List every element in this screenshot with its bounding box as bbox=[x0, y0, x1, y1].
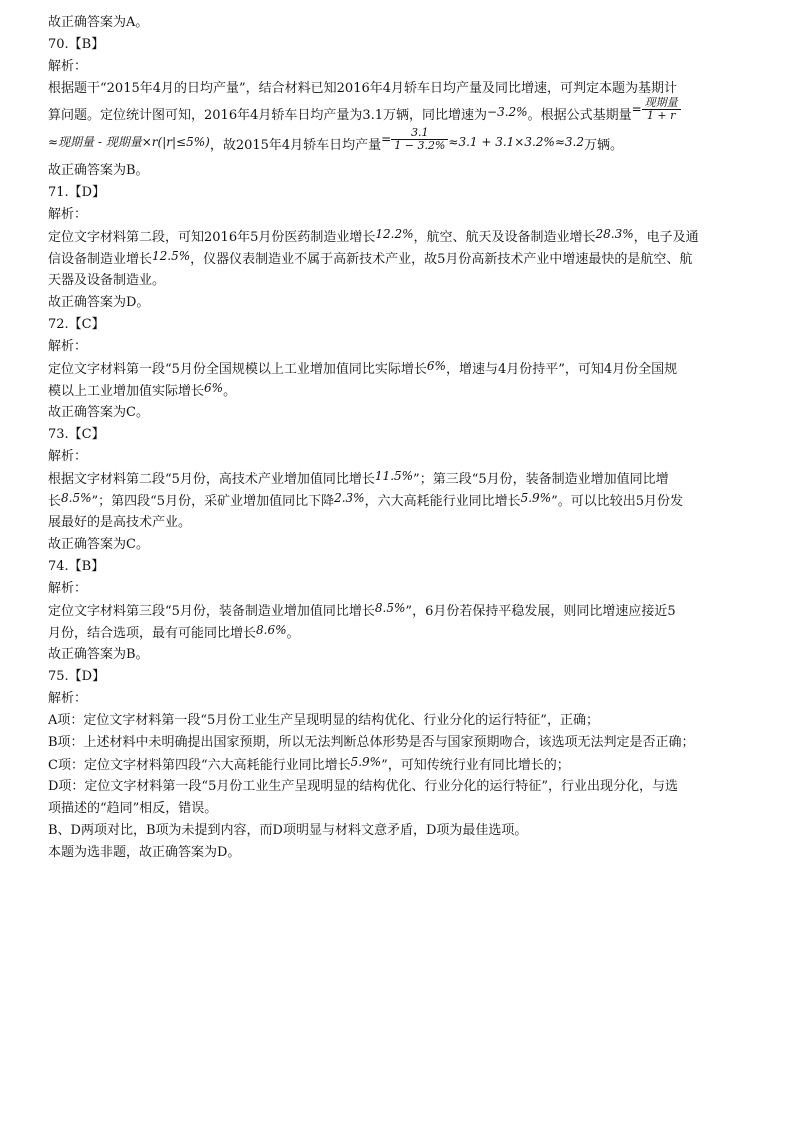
text-run: ，仪器仪表制造业不属于高新技术产业，故5月份高新技术产业中增速最快的是航空、航 bbox=[190, 252, 693, 267]
answer-explanations bbox=[48, 12, 760, 864]
text-run: C项：定位文字材料第四段“六大高耗能行业同比增长 bbox=[48, 758, 351, 773]
math-expression: −3.2% bbox=[487, 105, 528, 119]
math-expression: 5.9% bbox=[350, 755, 382, 769]
math-expression: 6% bbox=[426, 359, 446, 373]
paragraph-line bbox=[48, 468, 760, 490]
analysis-label: 解析： bbox=[48, 449, 88, 464]
analysis-label: 解析： bbox=[48, 339, 88, 354]
answer-line: 故正确答案为B。 bbox=[48, 163, 149, 178]
text-run: 长 bbox=[48, 494, 62, 509]
option-c-analysis bbox=[48, 754, 760, 776]
text-run: 定位文字材料第二段，可知2016年5月份医药制造业增长 bbox=[48, 230, 376, 245]
option-b-analysis: B项：上述材料中未明确提出国家预期，所以无法判断总体形势是否与国家预期吻合，该选项无法判定是否正确； bbox=[48, 735, 695, 750]
paragraph-line bbox=[48, 226, 760, 248]
paragraph-line bbox=[48, 600, 760, 622]
formula-fraction bbox=[642, 97, 681, 122]
text-run: ”；第三段“5月份，装备制造业增加值同比增 bbox=[413, 472, 669, 487]
answer-line: 故正确答案为B。 bbox=[48, 647, 149, 662]
answer-line: 故正确答案为D。 bbox=[48, 295, 150, 310]
paragraph-line bbox=[48, 490, 760, 512]
math-expression: ≈现期量 - 现期量×r(|r|≤5%) bbox=[48, 135, 210, 149]
math-expression: 8.5% bbox=[374, 601, 406, 615]
question-number-75: 75.【D】 bbox=[48, 669, 106, 684]
text-run: ”，6月份若保持平稳发展，则同比增速应接近5 bbox=[405, 604, 676, 619]
question-number-70: 70.【B】 bbox=[48, 37, 105, 52]
answer-line: 本题为选非题，故正确答案为D。 bbox=[48, 845, 241, 860]
math-expression: 5.9% bbox=[520, 491, 552, 505]
answer-line: 故正确答案为C。 bbox=[48, 537, 149, 552]
math-expression: ≈3.1 + 3.1×3.2%≈3.2 bbox=[448, 135, 584, 149]
math-expression: 6% bbox=[204, 381, 224, 395]
fraction-numerator: 3.1 bbox=[391, 127, 448, 140]
analysis-label: 解析： bbox=[48, 59, 88, 74]
text-run: 算问题。定位统计图可知，2016年4月轿车日均产量为3.1万辆，同比增速为 bbox=[48, 108, 488, 123]
text-run: 根据文字材料第二段“5月份，高技术产业增加值同比增长 bbox=[48, 472, 375, 487]
text-run: ”；第四段“5月份，采矿业增加值同比下降 bbox=[91, 494, 335, 509]
text-run: 定位文字材料第三段“5月份，装备制造业增加值同比增长 bbox=[48, 604, 375, 619]
paragraph-line: 根据题干“2015年4月的日均产量”，结合材料已知2016年4月轿车日均产量及同比增速，可判定本题为基期计 bbox=[48, 81, 678, 96]
paragraph-line: 展最好的是高技术产业。 bbox=[48, 515, 192, 530]
math-expression: 12.5% bbox=[152, 249, 191, 263]
paragraph-line: 项描述的“趋同”相反，错误。 bbox=[48, 801, 218, 816]
fraction-denominator: 1 − 3.2% bbox=[394, 139, 446, 152]
text-run: 。根据公式基期量 bbox=[527, 108, 632, 123]
paragraph-line bbox=[48, 126, 760, 160]
paragraph-line bbox=[48, 358, 760, 380]
text-run: 。 bbox=[286, 626, 300, 641]
text-run: ，增速与4月份持平”，可知4月份全国规 bbox=[445, 362, 678, 377]
text-run: 信设备制造业增长 bbox=[48, 252, 153, 267]
question-number-71: 71.【D】 bbox=[48, 185, 106, 200]
text-run: ，航空、航天及设备制造业增长 bbox=[413, 230, 596, 245]
text-run: ，六大高耗能行业同比增长 bbox=[364, 494, 521, 509]
text-run: 模以上工业增加值实际增长 bbox=[48, 384, 205, 399]
paragraph-line bbox=[48, 622, 760, 644]
fraction-numerator: 现期量 bbox=[642, 97, 681, 110]
option-d-analysis: D项：定位文字材料第一段“5月份工业生产呈现明显的结构优化、行业分化的运行特征”，行业出现分化，与选 bbox=[48, 779, 678, 794]
text-run: ，故2015年4月轿车日均产量 bbox=[209, 138, 382, 153]
math-expression: 2.3% bbox=[334, 491, 365, 505]
paragraph-line: B、D两项对比，B项为未提到内容，而D项明显与材料文意矛盾，D项为最佳选项。 bbox=[48, 823, 528, 838]
paragraph-line bbox=[48, 380, 760, 402]
math-expression: 28.3% bbox=[595, 227, 634, 241]
text-run: 定位文字材料第一段“5月份全国规模以上工业增加值同比实际增长 bbox=[48, 362, 427, 377]
question-number-74: 74.【B】 bbox=[48, 559, 105, 574]
analysis-label: 解析： bbox=[48, 207, 88, 222]
answer-line: 故正确答案为A。 bbox=[48, 15, 149, 30]
equals-sign: = bbox=[631, 102, 642, 116]
paragraph-line bbox=[48, 96, 760, 130]
answer-line: 故正确答案为C。 bbox=[48, 405, 149, 420]
analysis-label: 解析： bbox=[48, 691, 88, 706]
math-expression: 8.6% bbox=[256, 623, 287, 637]
formula-fraction bbox=[391, 127, 448, 152]
question-number-73: 73.【C】 bbox=[48, 427, 105, 442]
paragraph-line bbox=[48, 248, 760, 270]
text-run: 万辆。 bbox=[583, 138, 623, 153]
math-expression: 12.2% bbox=[375, 227, 414, 241]
math-expression: 11.5% bbox=[374, 469, 414, 483]
analysis-label: 解析： bbox=[48, 581, 88, 596]
text-run: ”，可知传统行业有同比增长的； bbox=[381, 758, 570, 773]
text-run: 。 bbox=[223, 384, 237, 399]
paragraph-line: 天器及设备制造业。 bbox=[48, 273, 166, 288]
text-run: ，电子及通 bbox=[633, 230, 699, 245]
equals-sign: = bbox=[381, 132, 392, 146]
question-number-72: 72.【C】 bbox=[48, 317, 105, 332]
math-expression: 8.5% bbox=[61, 491, 92, 505]
text-run: 月份，结合选项，最有可能同比增长 bbox=[48, 626, 257, 641]
option-a-analysis: A项：定位文字材料第一段“5月份工业生产呈现明显的结构优化、行业分化的运行特征”，正确； bbox=[48, 713, 599, 728]
text-run: ”。可以比较出5月份发 bbox=[551, 494, 684, 509]
fraction-denominator: 1 + r bbox=[646, 109, 676, 122]
